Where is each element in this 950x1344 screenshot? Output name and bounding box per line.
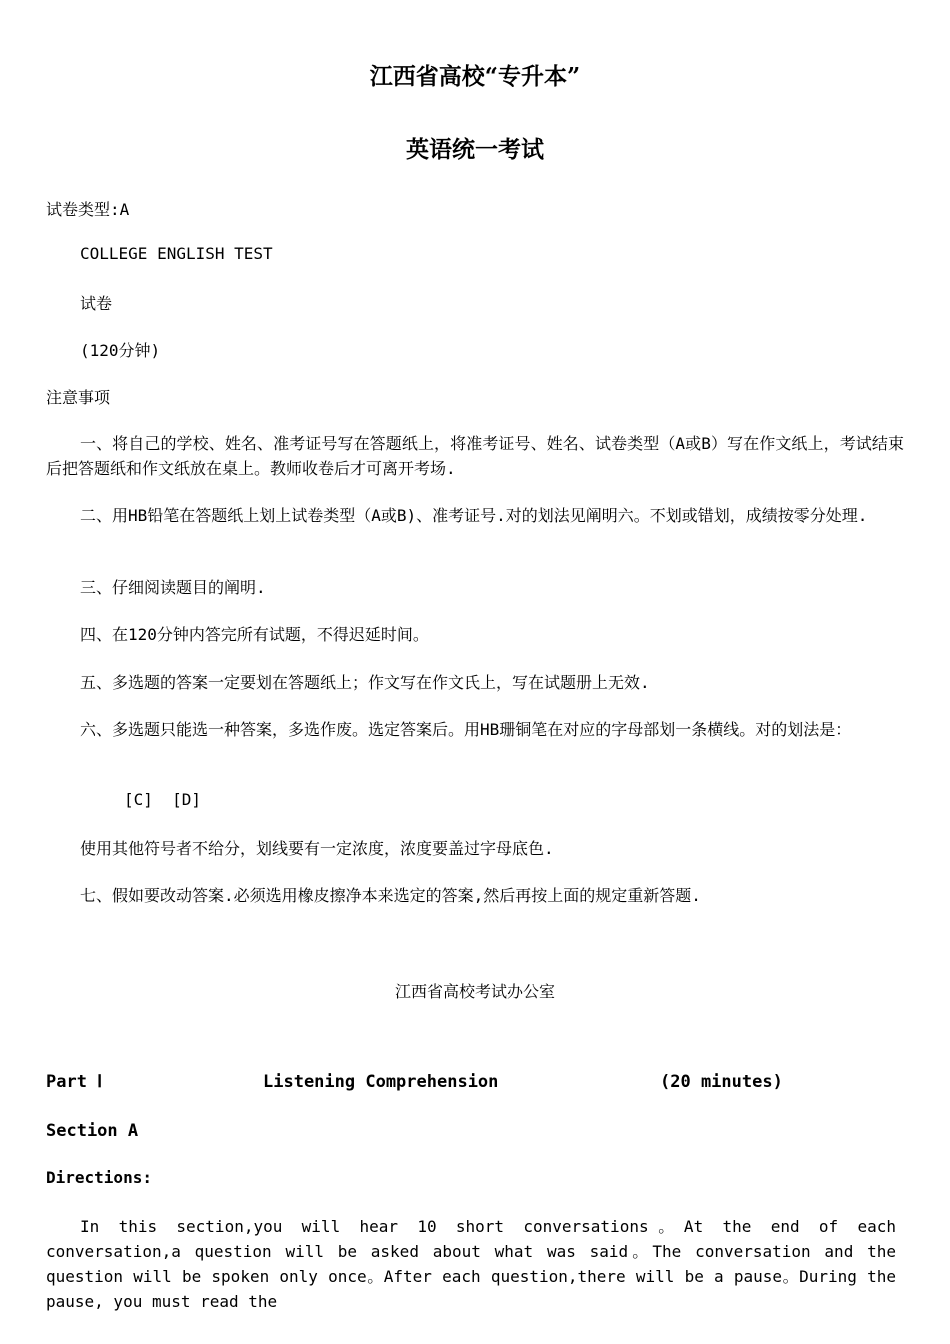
- notes-heading: 注意事项: [46, 388, 111, 407]
- paper-type: 试卷类型:A: [46, 200, 130, 219]
- document-subtitle: 英语统一考试: [406, 136, 544, 163]
- note-item-2: 二、用HB铅笔在答题纸上划上试卷类型（A或B)、准考证号.对的划法见阐明六。不划或错划，成绩按零分处理.: [80, 506, 868, 525]
- note-item-4: 四、在120分钟内答完所有试题，不得迟延时间。: [80, 625, 429, 644]
- part-number: Part Ⅰ: [46, 1072, 103, 1092]
- note-item-6: 六、多选题只能选一种答案，多选作废。选定答案后。用HB珊铜笔在对应的字母部划一条横线。对的划法是：: [80, 720, 852, 739]
- section-heading: Section A: [46, 1121, 139, 1141]
- document-title: 江西省高校“专升本”: [369, 63, 581, 90]
- part-title: Listening Comprehension: [263, 1072, 499, 1092]
- part-heading: [46, 1072, 906, 1098]
- note-item-1: 一、将自己的学校、姓名、准考证号写在答题纸上，将准考证号、姓名、试卷类型（A或B）写在作文纸上，考试结束后把答题纸和作文纸放在桌上。教师收卷后才可离开考场.: [46, 434, 904, 478]
- exam-duration: (120分钟): [80, 341, 161, 360]
- test-name: COLLEGE ENGLISH TEST: [80, 244, 273, 263]
- note-item-5: 五、多选题的答案一定要划在答题纸上；作文写在作文氏上，写在试题册上无效.: [80, 673, 650, 692]
- paper-label: 试卷: [80, 294, 113, 313]
- issuing-office: 江西省高校考试办公室: [394, 982, 555, 1001]
- directions-text: In this section,you will hear 10 short conversations。At the end of each conversation,a question will be asked about what was said。The conversation and the question will be spoken only once。After each question,there will be a pause。During the pause, you must read the: [46, 1217, 897, 1311]
- answer-mark-example: [C] [D]: [124, 790, 202, 809]
- note-item-3: 三、仔细阅读题目的阐明.: [80, 578, 266, 597]
- directions-label: Directions:: [46, 1168, 152, 1187]
- note-item-6-detail: 使用其他符号者不给分，划线要有一定浓度，浓度要盖过字母底色.: [80, 839, 554, 858]
- part-time: (20 minutes): [660, 1072, 783, 1092]
- note-item-7: 七、假如要改动答案.必须选用橡皮擦净本来选定的答案,然后再按上面的规定重新答题.: [80, 886, 701, 905]
